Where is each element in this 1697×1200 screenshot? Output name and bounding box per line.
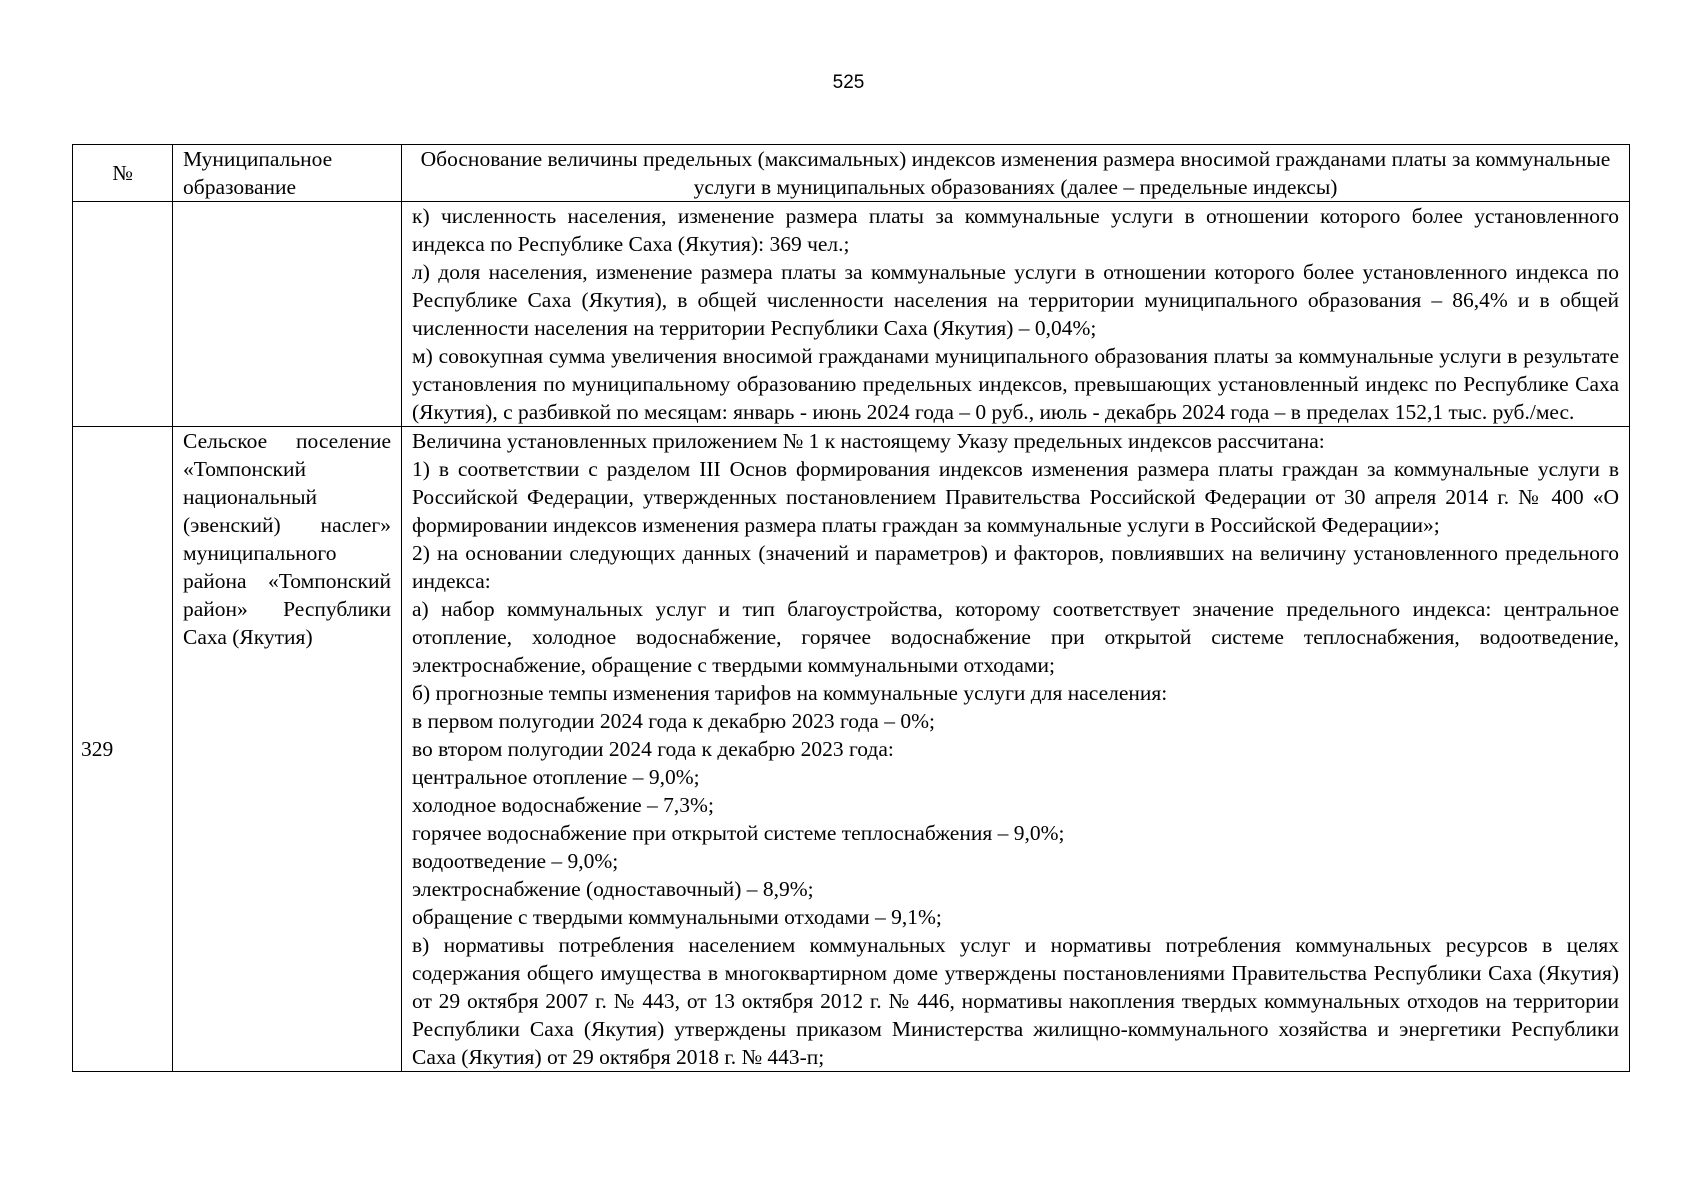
justification-paragraph: 1) в соответствии с разделом III Основ формирования индексов изменения размера платы граждан за коммунальные услуги в Российской Федерации, утвержденных постановлением Правительства Российской Федерации от 30 апреля 2014 г. № 400 «О формировании индексов изменения размера платы граждан за коммунальные услуги в Российской Федерации»; xyxy=(412,457,1619,537)
header-justification: Обоснование величины предельных (максимальных) индексов изменения размера вносимой гражданами платы за коммунальные услуги в муниципальных образованиях (далее – предельные индексы) xyxy=(402,145,1630,202)
justification-paragraph: обращение с твердыми коммунальными отходами – 9,1%; xyxy=(412,905,942,929)
justification-paragraph: б) прогнозные темпы изменения тарифов на коммунальные услуги для населения: xyxy=(412,681,1168,705)
justification-paragraph: Величина установленных приложением № 1 к настоящему Указу предельных индексов рассчитана: xyxy=(412,429,1325,453)
row-continued-number xyxy=(73,202,173,427)
justification-paragraph: водоотведение – 9,0%; xyxy=(412,849,619,873)
justification-paragraph: в) нормативы потребления населением коммунальных услуг и нормативы потребления коммунальных ресурсов в целях содержания общего имущества в многоквартирном доме утверждены постановлениями Правительства Республики Саха (Якутия) от 29 октября 2007 г. № 443, от 13 октября 2012 г. № 446, нормативы накопления твердых коммунальных отходов на территории Республики Саха (Якутия) утверждены приказом Министерства жилищно-коммунального хозяйства и энергетики Республики Саха (Якутия) от 29 октября 2018 г. № 443-п; xyxy=(412,933,1619,1069)
header-municipality: Муниципальное образование xyxy=(173,145,402,202)
header-number: № xyxy=(73,145,173,202)
table-body xyxy=(73,202,1630,1072)
row-329-municipality: Сельское поселение «Томпонский национальный (эвенский) наслег» муниципального района «Томпонский район» Республики Саха (Якутия) xyxy=(173,427,402,1072)
row-continued-justification xyxy=(402,202,1630,427)
justification-paragraph: к) численность населения, изменение размера платы за коммунальные услуги в отношении которого более установленного индекса по Республике Саха (Якутия): 369 чел.; xyxy=(412,204,1619,256)
justification-paragraph: холодное водоснабжение – 7,3%; xyxy=(412,793,714,817)
justification-paragraph: л) доля населения, изменение размера платы за коммунальные услуги в отношении которого более установленного индекса по Республике Саха (Якутия), в общей численности населения на территории муниципального образования – 86,4% и в общей численности населения на территории Республики Саха (Якутия) – 0,04%; xyxy=(412,260,1619,340)
table-row-continued xyxy=(73,202,1630,427)
justification-paragraph: горячее водоснабжение при открытой системе теплоснабжения – 9,0%; xyxy=(412,821,1065,845)
justification-paragraph: а) набор коммунальных услуг и тип благоустройства, которому соответствует значение предельного индекса: центральное отопление, холодное водоснабжение, горячее водоснабжение при открытой системе теплоснабжения, водоотведение, электроснабжение, обращение с твердыми коммунальными отходами; xyxy=(412,597,1619,677)
row-329-justification xyxy=(402,427,1630,1072)
page-number: 525 xyxy=(832,72,865,93)
table-row-329 xyxy=(73,427,1630,1072)
justification-paragraph: м) совокупная сумма увеличения вносимой гражданами муниципального образования платы за коммунальные услуги в результате установления по муниципальному образованию предельных индексов, превышающих установленный индекс по Республике Саха (Якутия), с разбивкой по месяцам: январь - июнь 2024 года – 0 руб., июль - декабрь 2024 года – в пределах 152,1 тыс. руб./мес. xyxy=(412,344,1619,424)
row-329-number: 329 xyxy=(73,427,173,1072)
row-continued-municipality xyxy=(173,202,402,427)
table-header xyxy=(73,145,1630,202)
justification-paragraph: электроснабжение (одноставочный) – 8,9%; xyxy=(412,877,814,901)
justification-paragraph: 2) на основании следующих данных (значений и параметров) и факторов, повлиявших на величину установленного предельного индекса: xyxy=(412,541,1619,593)
justification-table xyxy=(72,144,1630,1072)
justification-paragraph: в первом полугодии 2024 года к декабрю 2023 года – 0%; xyxy=(412,709,935,733)
table-header-row xyxy=(73,145,1630,202)
justification-paragraph: центральное отопление – 9,0%; xyxy=(412,765,700,789)
justification-paragraph: во втором полугодии 2024 года к декабрю 2023 года: xyxy=(412,737,894,761)
